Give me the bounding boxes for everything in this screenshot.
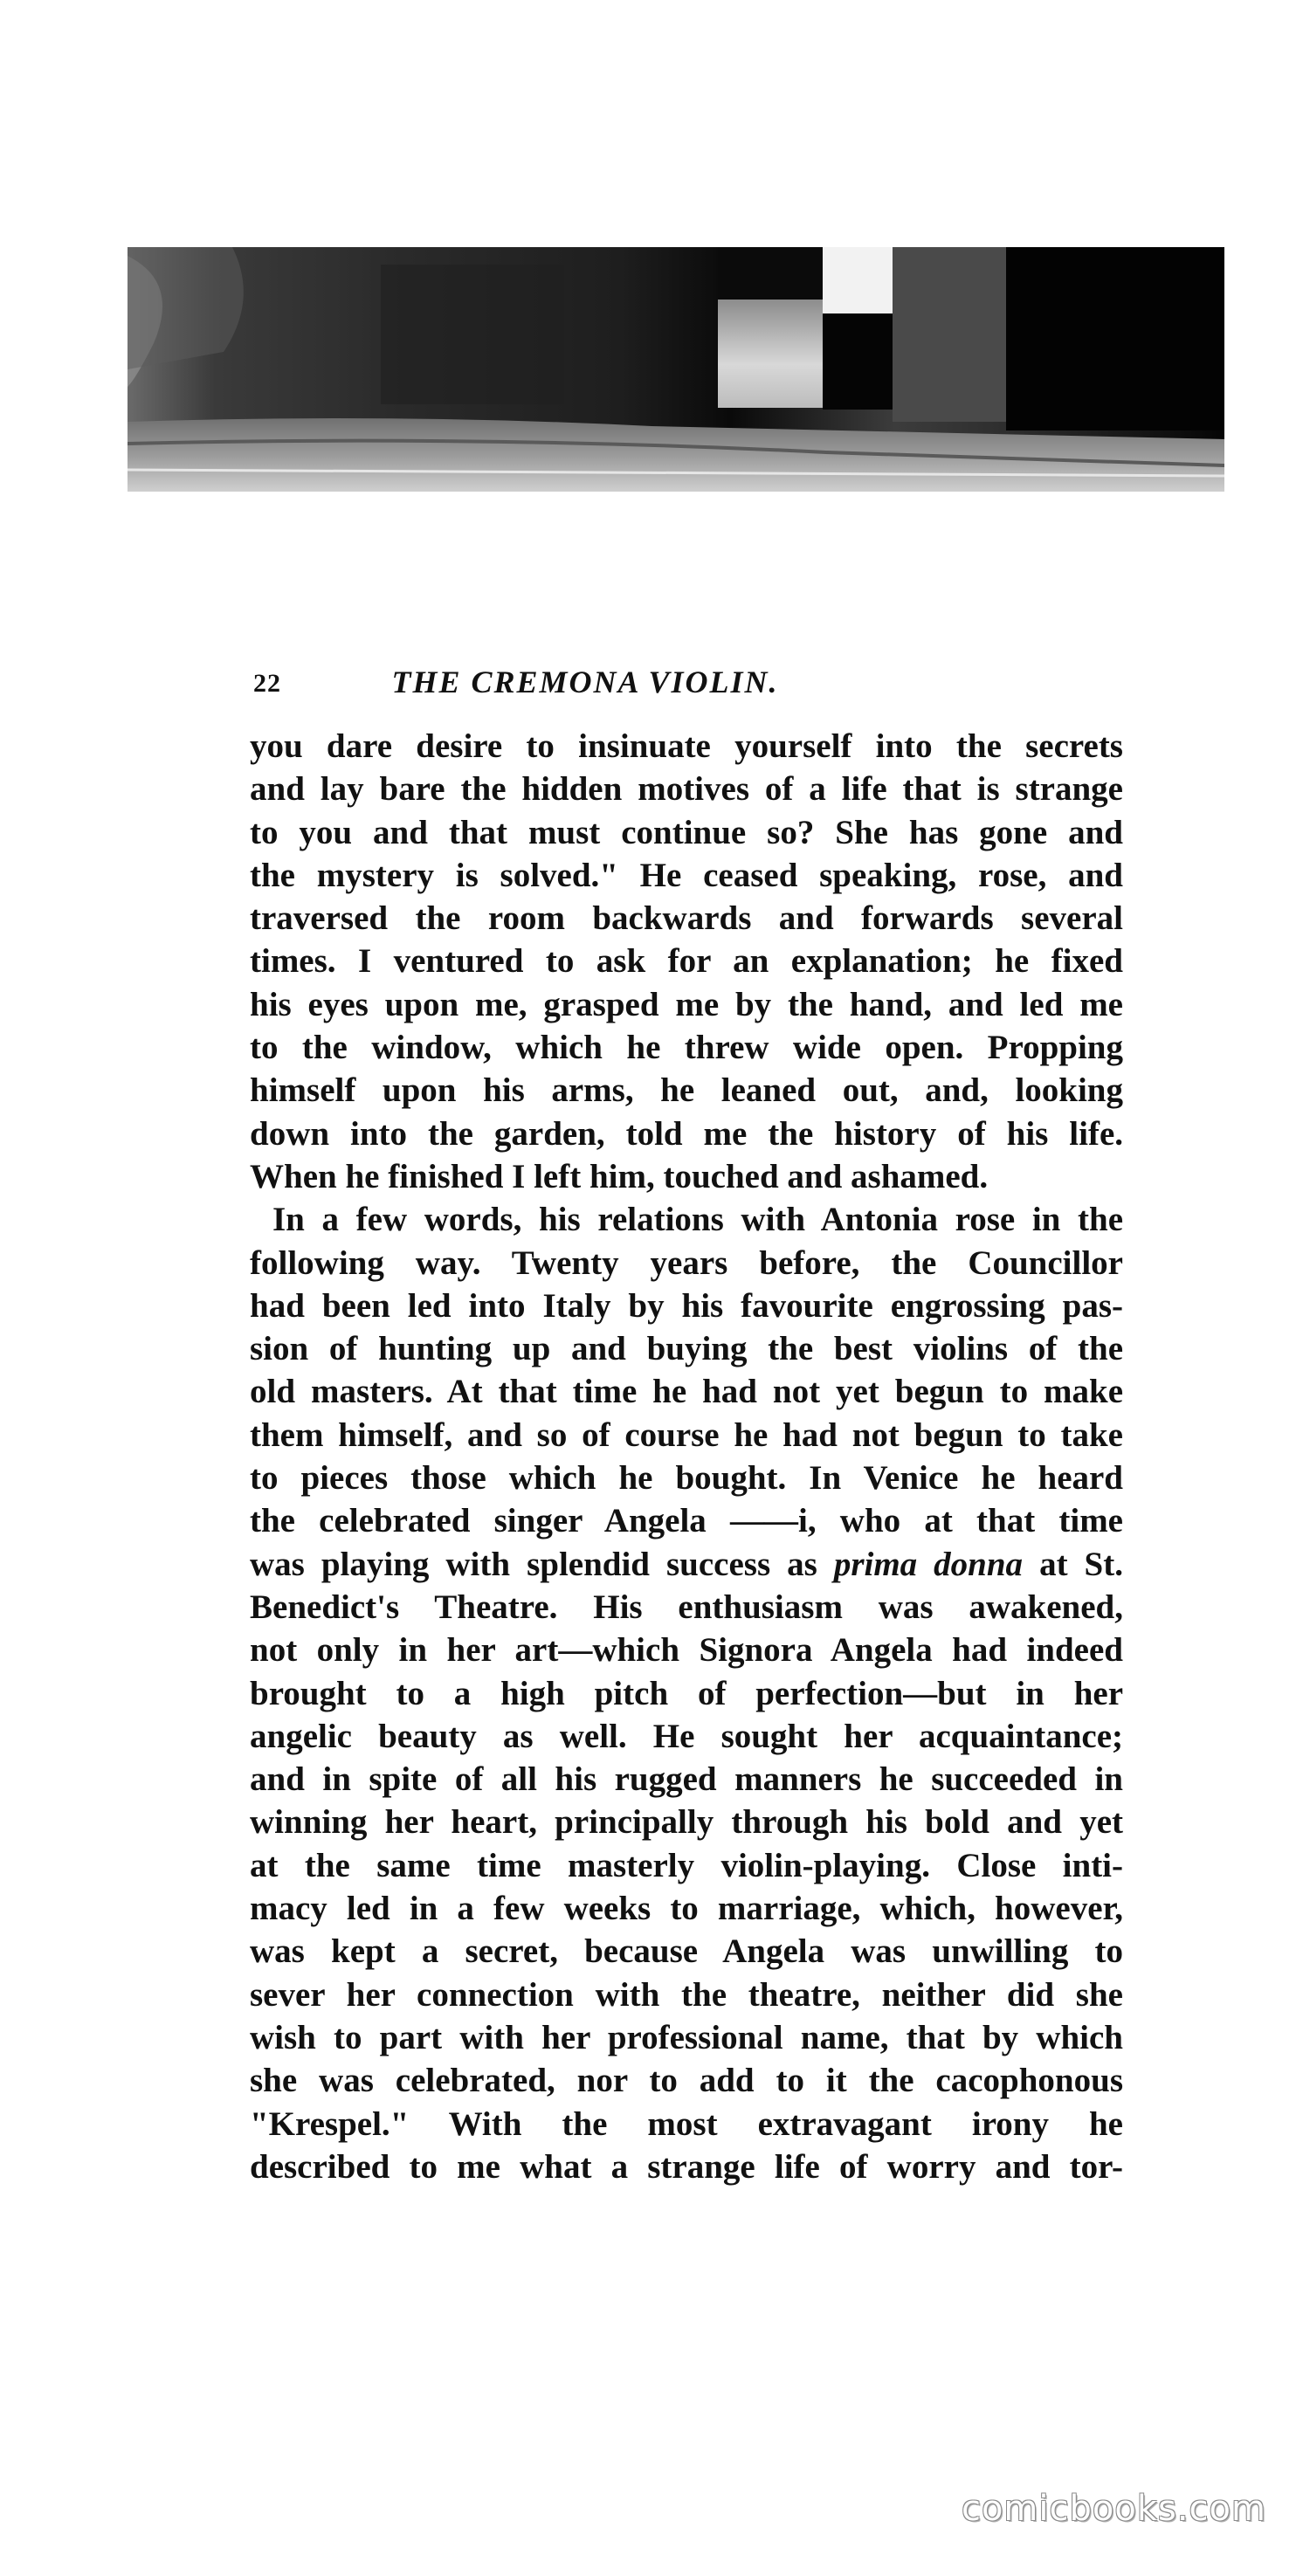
text-line: traversed the room backwards and forwards several [250, 899, 1123, 938]
text-line: his eyes upon me, grasped me by the hand, and led me [250, 985, 1123, 1023]
page-header [253, 664, 917, 711]
text-line: to you and that must continue so? She has gone and [250, 813, 1123, 851]
text-line: at the same time masterly violin-playing. Close inti- [250, 1846, 1123, 1884]
text-line: times. I ventured to ask for an explanation; he fixed [250, 942, 1123, 981]
body-text [250, 725, 1123, 2188]
page-number: 22 [253, 669, 281, 698]
text-line: and lay bare the hidden motives of a life that is strange [250, 770, 1123, 809]
text-line: angelic beauty as well. He sought her acquaintance; [250, 1717, 1123, 1755]
text-line: sion of hunting up and buying the best violins of the [250, 1330, 1123, 1368]
text-line: described to me what a strange life of worry and tor- [250, 2147, 1123, 2186]
text-line: following way. Twenty years before, the Councillor [250, 1243, 1123, 1282]
text-line: them himself, and so of course he had not begun to take [250, 1415, 1123, 1454]
text-line: to the window, which he threw wide open. Propping [250, 1029, 1123, 1067]
text-line: not only in her art—which Signora Angela had indeed [250, 1631, 1123, 1670]
running-title: THE CREMONA VIOLIN. [391, 665, 779, 699]
text-line: had been led into Italy by his favourite engrossing pas- [250, 1286, 1123, 1325]
text-line: himself upon his arms, he leaned out, and, looking [250, 1071, 1123, 1110]
text-line: you dare desire to insinuate yourself into the secrets [250, 727, 1123, 765]
text-line: In a few words, his relations with Antonia rose in the [272, 1201, 1123, 1239]
scanned-photo-fragment [128, 247, 1224, 492]
text-line-with-italic [250, 1543, 1123, 1586]
text-line: wish to part with her professional name, that by which [250, 2018, 1123, 2056]
paragraph-2 [250, 1198, 1123, 2188]
text-line: to pieces those which he bought. In Venice he heard [250, 1459, 1123, 1498]
text-line: the mystery is solved." He ceased speaking, rose, and [250, 856, 1123, 894]
text-line: brought to a high pitch of perfection—but in her [250, 1674, 1123, 1712]
text-line: "Krespel." With the most extravagant irony he [250, 2104, 1123, 2143]
text-line: the celebrated singer Angela ——i, who at that time [250, 1502, 1123, 1540]
text-line: she was celebrated, nor to add to it the cacophonous [250, 2062, 1123, 2100]
text-line: winning her heart, principally through his bold and yet [250, 1803, 1123, 1842]
text-line: macy led in a few weeks to marriage, which, however, [250, 1890, 1123, 1928]
text-line: old masters. At that time he had not yet begun to make [250, 1373, 1123, 1411]
italic-phrase: prima donna [833, 1545, 1024, 1583]
text-line: was kept a secret, because Angela was unwilling to [250, 1932, 1123, 1971]
text-line: sever her connection with the theatre, neither did she [250, 1975, 1123, 2014]
watermark-logo: comicbooks.com [961, 2489, 1266, 2529]
paragraph-1 [250, 725, 1123, 1198]
text-line: When he finished I left him, touched and ashamed. [250, 1157, 989, 1195]
text-line: and in spite of all his rugged manners he succeeded in [250, 1760, 1123, 1799]
text-run: at St. [1023, 1545, 1123, 1583]
text-run: was playing with splendid success as [250, 1545, 834, 1583]
text-line: Benedict's Theatre. His enthusiasm was awakened, [250, 1588, 1123, 1626]
text-line: down into the garden, told me the history of his life. [250, 1114, 1123, 1153]
